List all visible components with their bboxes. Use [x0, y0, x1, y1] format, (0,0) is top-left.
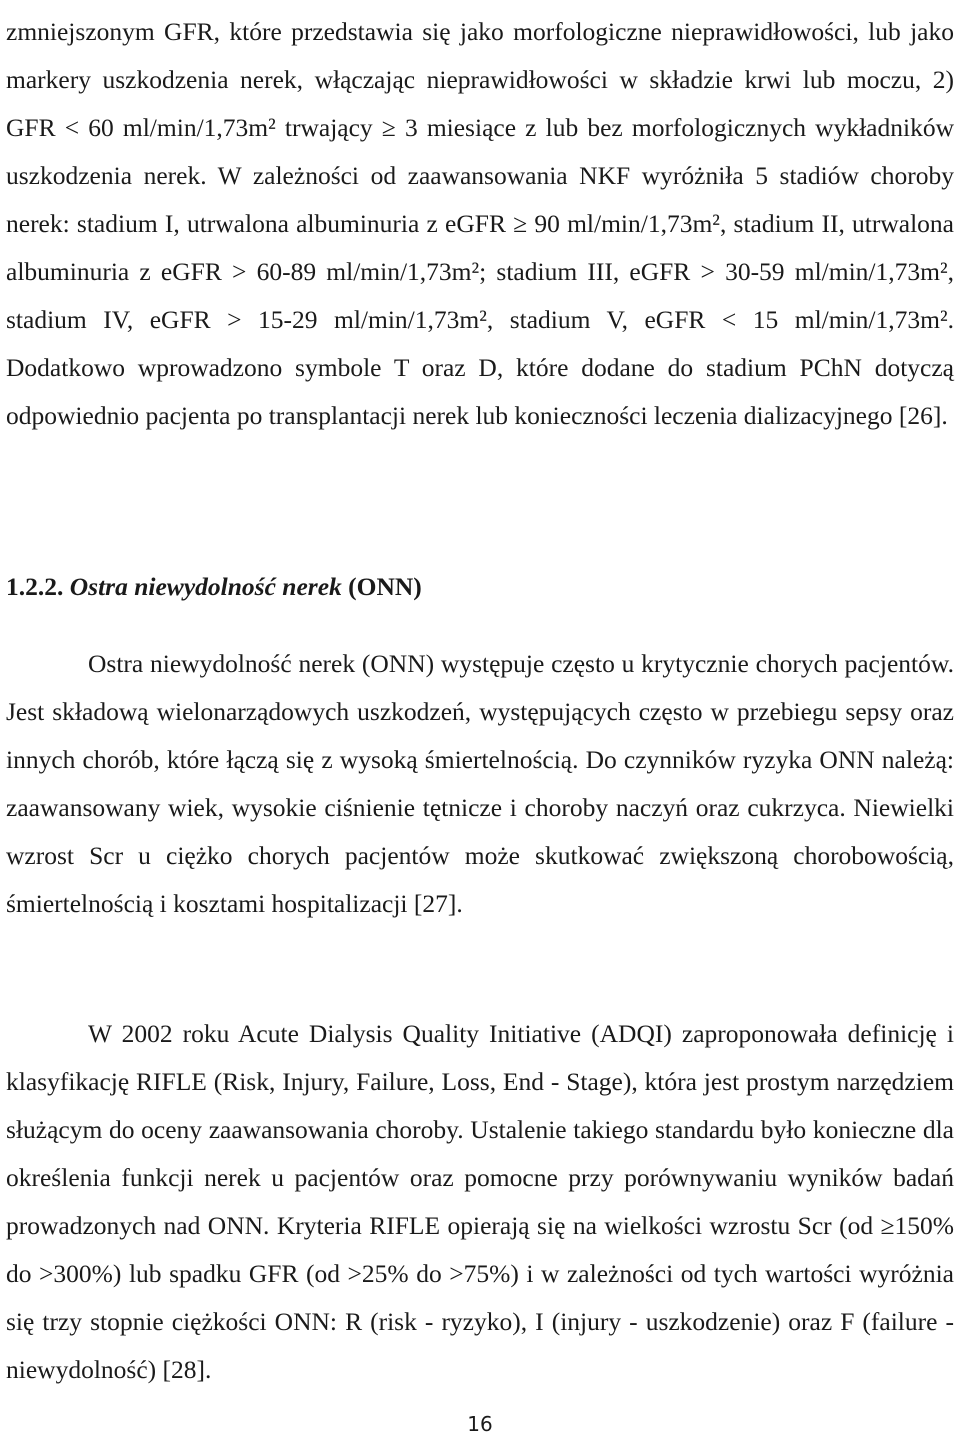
- page-number: 16: [467, 1412, 493, 1436]
- section-abbreviation: (ONN): [348, 572, 422, 601]
- section-heading: [6, 563, 954, 611]
- paragraph-onn-intro: Ostra niewydolność nerek (ONN) występuje często u krytycznie chorych pacjentów. Jest składową wielonarządowych uszkodzeń, występujących często w przebiegu sepsy oraz innych chorób, które łączą się z wysoką śmiertelnością. Do czynników ryzyka ONN należą: zaawansowany wiek, wysokie ciśnienie tętnicze i choroby naczyń oraz cukrzyca. Niewielki wzrost Scr u ciężko chorych pacjentów może skutkować zwiększoną chorobowością, śmiertelnością i kosztami hospitalizacji [27].: [6, 649, 954, 918]
- paragraph-ckd-stages: zmniejszonym GFR, które przedstawia się jako morfologiczne nieprawidłowości, lub jako markery uszkodzenia nerek, włączając nieprawidłowości w składzie krwi lub moczu, 2) GFR < 60 ml/min/1,73m² trwający ≥ 3 miesiące z lub bez morfologicznych wykładników uszkodzenia nerek. W zależności od zaawansowania NKF wyróżniła 5 stadiów choroby nerek: stadium I, utrwalona albuminuria z eGFR ≥ 90 ml/min/1,73m², stadium II, utrwalona albuminuria z eGFR > 60-89 ml/min/1,73m²; stadium III, eGFR > 30-59 ml/min/1,73m², stadium IV, eGFR > 15-29 ml/min/1,73m², stadium V, eGFR < 15 ml/min/1,73m². Dodatkowo wprowadzono symbole T oraz D, które dodane do stadium PChN dotyczą odpowiednio pacjenta po transplantacji nerek lub konieczności leczenia dializacyjnego [26].: [6, 17, 954, 430]
- paragraph-rifle: W 2002 roku Acute Dialysis Quality Initiative (ADQI) zaproponowała definicję i klasyfikację RIFLE (Risk, Injury, Failure, Loss, End - Stage), która jest prostym narzędziem służącym do oceny zaawansowania choroby. Ustalenie takiego standardu było konieczne dla określenia funkcji nerek u pacjentów oraz pomocne przy porównywaniu wyników badań prowadzonych nad ONN. Kryteria RIFLE opierają się na wielkości wzrostu Scr (od ≥150% do >300%) lub spadku GFR (od >25% do >75%) i w zależności od tych wartości wyróżnia się trzy stopnie ciężkości ONN: R (risk - ryzyko), I (injury - uszkodzenie) oraz F (failure - niewydolność) [28].: [6, 1019, 954, 1384]
- section-title: Ostra niewydolność nerek: [69, 572, 342, 601]
- section-number: 1.2.2.: [6, 572, 64, 601]
